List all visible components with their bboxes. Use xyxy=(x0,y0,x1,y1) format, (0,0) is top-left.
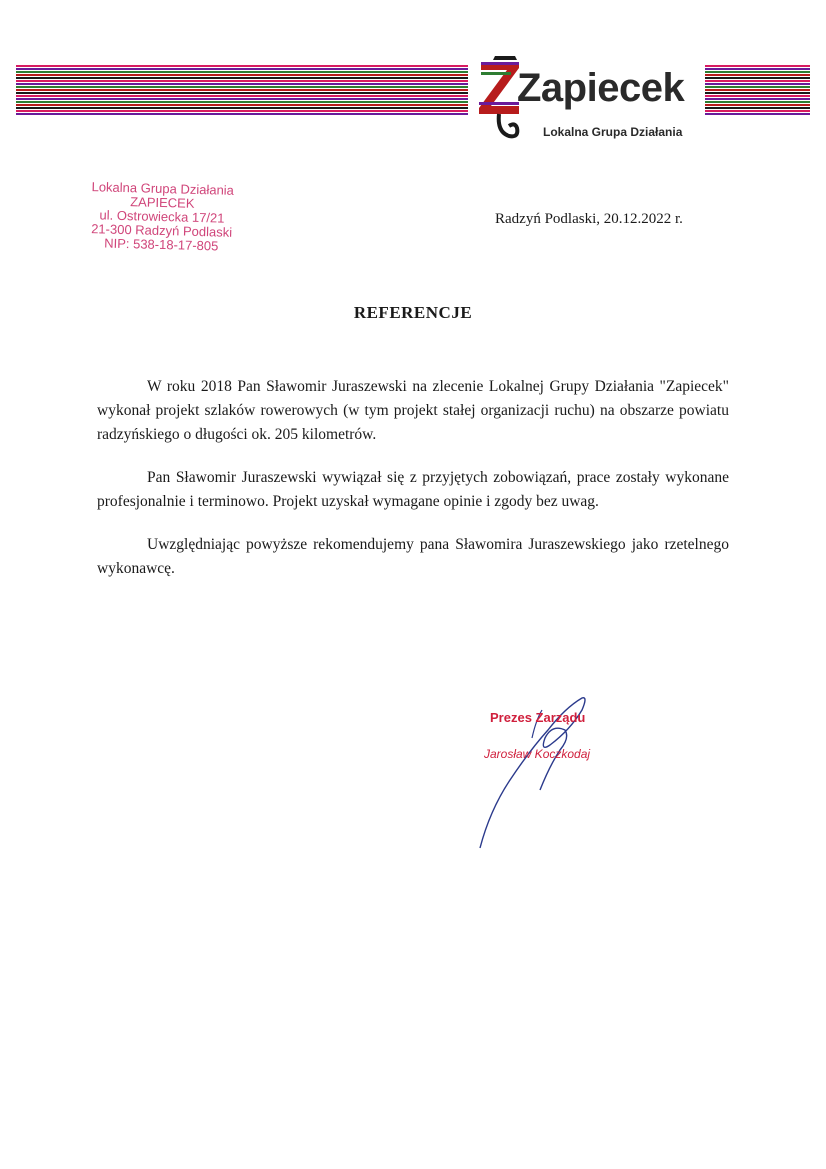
stamp-line-city: 21-300 Radzyń Podlaski xyxy=(91,221,233,240)
stripe-line xyxy=(16,104,468,106)
stripe-line xyxy=(705,92,810,94)
stripe-line xyxy=(705,98,810,100)
paragraph-3: Uwzględniając powyższe rekomendujemy pana Sławomira Juraszewskiego jako rzetelnego wykonawcę. xyxy=(97,536,729,577)
stripe-line xyxy=(16,80,468,82)
stripe-line xyxy=(705,86,810,88)
stripe-line xyxy=(16,83,468,85)
organization-stamp xyxy=(71,180,253,255)
stripe-line xyxy=(705,71,810,73)
stamp-line-nip: NIP: 538-18-17-805 xyxy=(104,235,219,254)
stripe-line xyxy=(16,65,468,67)
stamp-line-org: Lokalna Grupa Działania xyxy=(91,179,235,198)
letter-body xyxy=(97,375,729,600)
stripe-line xyxy=(16,110,468,112)
zapiecek-logo xyxy=(475,52,700,152)
header-stripes-left xyxy=(16,65,468,117)
paragraph-2: Pan Sławomir Juraszewski wywiązał się z przyjętych zobowiązań, prace zostały wykonane profesjonalnie i terminowo. Projekt uzyskał wymagane opinie i zgody bez uwag. xyxy=(97,469,729,510)
stripe-line xyxy=(16,89,468,91)
stripe-line xyxy=(705,80,810,82)
stripe-line xyxy=(16,68,468,70)
stripe-line xyxy=(705,95,810,97)
stripe-line xyxy=(16,98,468,100)
stripe-line xyxy=(16,95,468,97)
stripe-line xyxy=(705,104,810,106)
signatory-name: Jarosław Koczkodaj xyxy=(484,747,591,761)
stripe-line xyxy=(16,101,468,103)
stamp-line-name: ZAPIECEK xyxy=(130,194,195,211)
header-stripes-right xyxy=(705,65,810,117)
signatory-title: Prezes Zarządu xyxy=(490,710,586,725)
stripe-line xyxy=(16,92,468,94)
stripe-line xyxy=(16,113,468,115)
stripe-line xyxy=(16,86,468,88)
stamp-line-street: ul. Ostrowiecka 17/21 xyxy=(99,207,225,226)
stripe-line xyxy=(16,107,468,109)
stripe-line xyxy=(16,77,468,79)
stripe-line xyxy=(705,110,810,112)
logo-subtitle: Lokalna Grupa Działania xyxy=(543,125,683,139)
stripe-line xyxy=(705,65,810,67)
stripe-line xyxy=(705,107,810,109)
stripe-line xyxy=(705,113,810,115)
letter-date: Radzyń Podlaski, 20.12.2022 r. xyxy=(495,211,683,227)
stripe-line xyxy=(705,101,810,103)
stripe-line xyxy=(16,74,468,76)
logo-wordmark: Zapiecek xyxy=(517,66,685,110)
stripe-line xyxy=(705,89,810,91)
stripe-line xyxy=(705,74,810,76)
letter-title: REFERENCJE xyxy=(353,303,473,322)
stripe-line xyxy=(705,83,810,85)
stripe-line xyxy=(16,71,468,73)
stripe-line xyxy=(705,77,810,79)
paragraph-1: W roku 2018 Pan Sławomir Juraszewski na zlecenie Lokalnej Grupy Działania "Zapiecek" wykonał projekt szlaków rowerowych (w tym projekt stałej organizacji ruchu) na obszarze powiatu radzyńskiego o długości ok. 205 kilometrów. xyxy=(97,378,729,443)
stripe-line xyxy=(705,68,810,70)
